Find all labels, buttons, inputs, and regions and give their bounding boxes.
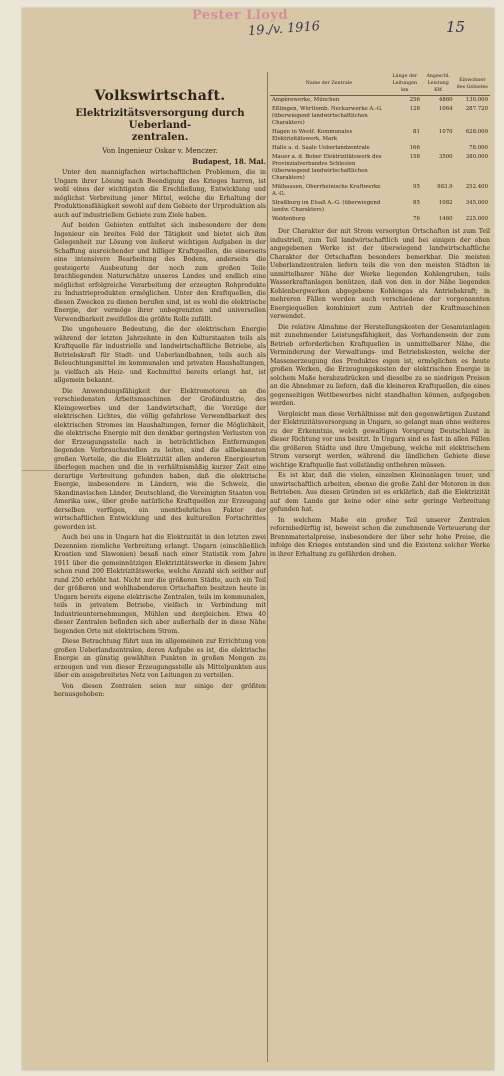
paragraph: Es ist klar, daß die vielen, einzelnen Kleinanlagen teuer, und unwirtschaftlich arbeiten, ebenso die große Zahl der Motoren in den Betrieben. Aus diesen Gründen ist es erklärlich, daß die Elektrizität auf dem Lande gar keine oder eine sehr geringe Verbreitung gefunden hat. [270,472,490,513]
table-cell: 287.720 [465,106,488,112]
table-cell: Waldenburg [272,216,306,222]
paragraph: Die relative Abnahme der Herstellungskosten der Gesamtanlagen mit zunehmender Leistungsfähigkeit, das Vorhandensein der zum Betrieb erforderlichen Kraftquellen in unmittelbarer Nähe, die Verminderung der Verwaltungs- und Betriebskosten, welche der Massenerzeugung des Produktes eigen ist, ermöglichen es heute großen Werken, die Erzeugungskosten der elektrischen Energie in solchem Maße herabzudrücken und dieselbe zu so niedrigen Preisen an die Abnehmer zu liefern, daß die kleineren Kraftquellen, die eines gegenseitigen Wettbewerbes nicht standhalten können, aufgegeben werden. [270,323,490,407]
table-cell: 130.000 [465,97,488,103]
table-cell: 4860 [438,97,453,103]
table-cell: 1082 [438,200,453,206]
table-cell: Straßburg im Elsaß A.-G. (überwiegend landw. Charakters) [272,200,381,213]
table-cell: Halle a. d. Saale Ueberlandzentrale [272,145,370,151]
table-cell [422,144,455,153]
paragraph: In welchem Maße ein großer Teil unserer Zentralen reformbedürftig ist, beweist schon die zunehmende Verteuerung der Brennmaterialpreise, insbesondere der über sehr hohe Preise, die infolge des Krieges entstanden sind und die Existenz solcher Werke in ihrer Erhaltung zu gefährden drohen. [270,516,490,558]
table-cell: 1070 [438,129,453,135]
table-cell: 85 [413,200,420,206]
table-row [270,105,490,128]
table-cell: 81 [413,129,420,135]
table-cell: 345.000 [465,200,488,206]
table-cell: 225.000 [465,216,488,222]
left-column [54,88,266,1064]
paragraph: Auch bei uns in Ungarn hat die Elektrizität in den letzten zwei Dezennien ziemliche Verbreitung erlangt. Ungarn (einschließlich Kroatien und Slawonien) besaß nach einer Statistik vom Jahre 1911 über die gemeinnützigen Elektrizitätswerke in diesem Jahre schon rund 200 Elektrizitätswerke, welche Anzahl sich seither auf rund 250 erhöht hat. Nicht nur die größeren Städte, auch ein Teil der größeren und wohlhabenderen Ortschaften besitzen heute in Ungarn bereits eigene elektrische Zentralen, teils im kommunalen, teils in privatem Betriebe, vielfach in Verbindung mit Industrieunternehmungen, Mühlen und dergleichen. Etwa 40 dieser Zentralen befinden sich aber außerhalb der in diese Nähe liegenden Orte mit elektrischem Strom. [54,534,266,635]
table-cell: Ampèrewerke, München [272,97,340,103]
table-cell: 1064 [438,106,453,112]
table-header: Einwohner des Gebietes [455,72,490,96]
table-cell: 983.9 [437,184,453,190]
table-row [270,199,490,215]
table-row [270,96,490,106]
paragraph: Auf beiden Gebieten entfaltet sich insbesondere der dem Ingenieur ein breites Feld der Tätigkeit und bietet sich ihm Gelegenheit zur Lösung von äußerst wichtigen Aufgaben in der Schaffung ausreichender und billiger Kraftquellen, die einerseits eine intensivere Bearbeitung des Bodens, anderseits die gesteigerte Ausbeutung der noch zum großen Teile brachliegenden Naturschätze unseres Landes und endlich eine möglichst erfolgreiche Verarbeitung der erzeugten Rohprodukte zu Industrieprodukten ermöglichen. Unter den Kraftquellen, die diesen Zwecken zu dienen berufen sind, ist es wohl die elektrische Energie, der vermöge ihrer unbegrenzten und universellen Verwendbarkeit zweifellos die größte Rolle zufällt. [54,222,266,323]
table-cell: 95 [413,184,420,190]
table-cell: 166 [409,145,420,151]
table-cell: Mauer a. d. Bober Elektrizitätswerk des Provinzialverbandes Schlesien (überwiegend landwirtschaftlichen Charakters) [272,154,382,181]
paragraph: Unter den mannigfachen wirtschaftlichen Problemen, die in Ungarn ihrer Lösung nach Beendigung des Krieges harren, ist wohl eines der wichtigsten die Erschließung, Entwicklung und möglichst Verbreitung jener Mittel, welche die Erhaltung der Produktionsfähigkeit sowohl auf dem Gebiete der Urproduktion als auch auf industriellem Gebiete zum Ziele haben. [54,169,266,219]
table-cell: 3500 [438,154,453,160]
table-cell: 628.000 [465,129,488,135]
table-cell: Mülhausen, Oberrheinische Kraftwerke A.-G. [272,184,381,197]
table-cell: 1460 [438,216,453,222]
handwritten-page-number: 15 [446,18,466,36]
paragraph: Die ungeheuere Bedeutung, die der elektrischen Energie während der letzten Jahrzehnte in den Kulturstaaten teils als Kraftquelle für industrielle und landwirtschaftliche Betriebe, als Betriebskraft für Stadt- und Ueberlandbahnen, teils auch als Beleuchtungsmittel im kommunalen und privaten Haushaltungen, ja vielfach als Heiz- und Kochmittel bereits erlangt hat, ist allgemein bekannt. [54,326,266,384]
table-cell: 380.000 [465,154,488,160]
byline: Von Ingenieur Oskar v. Menczer. [102,147,218,155]
article-title [54,108,266,144]
article-title-line-1: Elektrizitätsversorgung durch Ueberland- [75,108,245,131]
masthead: Pester Lloyd [191,8,289,23]
table-cell: 252.400 [465,184,488,190]
table-header: Länge der Leitungen km [388,72,422,96]
table-row [270,215,490,224]
statistics-table [270,72,490,224]
column-rule [267,72,268,1062]
table-header: Name der Zentrale [270,72,388,96]
paragraph: Von diesen Zentralen seien nur einige der größten herausgehoben: [54,682,266,698]
table-cell: 76 [413,216,420,222]
table-row [270,153,490,183]
table-cell: 128 [409,106,420,112]
table-cell: 256 [409,97,420,103]
paragraph: Der Charakter der mit Strom versorgten Ortschaften ist zum Teil industriell, zum Teil landwirtschaftlich und bei einigen der oben angegebenen Werke ist der überwiegend landwirtschaftliche Charakter der Ortschaften besonders bemerkbar. Die meisten Ueberlandzentralen liefern teils die von den meisten Städten in unmittelbarer Nähe der Werke liegenden Kohlengruben, teils Wasserkraftanlagen benützen, daß von den in der Nähe liegenden Kohlenbergwerken abgegebene Kohlengas als Antriebskraft; in mehreren Fällen werden auch verschiedene der vorgenannten Energiequellen kombiniert zum Antrieb der Kraftmaschinen verwendet. [270,228,490,320]
paragraph: Vergleicht man diese Verhältnisse mit den gegenwärtigen Zustand der Elektrizitätsversorgung in Ungarn, so gelangt man ohne weiteres zu der Erkenntnis, welch gewaltigen Vorsprung Deutschland in dieser Richtung vor uns besitzt. In Ungarn sind es fast in allen Fällen die größeren Städte und ihre Umgebung, welche mit elektrischem Strom versorgt werden, während die ländlichen Gebiete diese wichtige Kraftquelle fast vollständig entbehren müssen. [270,410,490,469]
right-column [270,72,490,1064]
table-header-row [270,72,490,96]
table-cell: 158 [409,154,420,160]
table-cell: Eßlingen, Württemb. Neckarwerke A.-G. (überwiegend landwirtschaftlichen Charakters) [272,106,383,126]
section-title: Volkswirtschaft. [94,88,226,104]
table-row [270,183,490,199]
dateline: Budapest, 18. Mai. [192,157,266,166]
table-cell: Hagen in Westf. Kommunales Elektrizitätswerk, Mark [272,129,353,142]
table-row [270,128,490,144]
article-title-line-2: zentralen. [131,132,189,143]
paragraph: Die Anwendungsfähigkeit der Elektromotoren an die verschiedensten Arbeitsmaschinen der Großindustrie, des Kleingewerbes und der Landwirtschaft, die Vorzüge der elektrischen Lichtes, die völlig gefahrlose Verwendbarkeit des elektrischen Stromes im Haushaltungen, ferner die Möglichkeit, die elektrische Energie mit den denkbar geringsten Verlusten von der Erzeugungsstelle nach in beträchtlichen Entfernungen liegenden Verbrauchsstellen zu leiten, sind die allbekannten großen Vorteile, die die Elektrizität allen anderen Energiearten überlegen machen und die in verhältnismäßig kurzer Zeit eine derartige Verbreitung gefunden haben, daß die elektrische Energie, insbesondere in Ländern, wie die Schweiz, die Skandinavischen Länder, Deutschland, die Vereinigten Staaten von Amerika usw., über große natürliche Kraftquellen zur Erzeugung derselben verfügen, ein unentbehrliches Faktor der wirtschaftlichen Entwicklung und des kulturellen Fortschrittes geworden ist. [54,387,266,531]
handwritten-date: 19./v. 1916 [247,19,321,40]
table-row [270,144,490,153]
table-cell: 78.000 [469,145,488,151]
table-header: Angeschl. Leistung KW [422,72,455,96]
paragraph: Diese Betrachtung führt nun im allgemeinen zur Errichtung von großen Ueberlandzentralen, deren Aufgabe es ist, die elektrische Energie an günstig gewählten Punkten in großen Mengen zu erzeugen und von dieser Erzeugungsstelle als Mittelpunkten aus über ein ausgebreitetes Netz von Leitungen zu verteilen. [54,638,266,679]
